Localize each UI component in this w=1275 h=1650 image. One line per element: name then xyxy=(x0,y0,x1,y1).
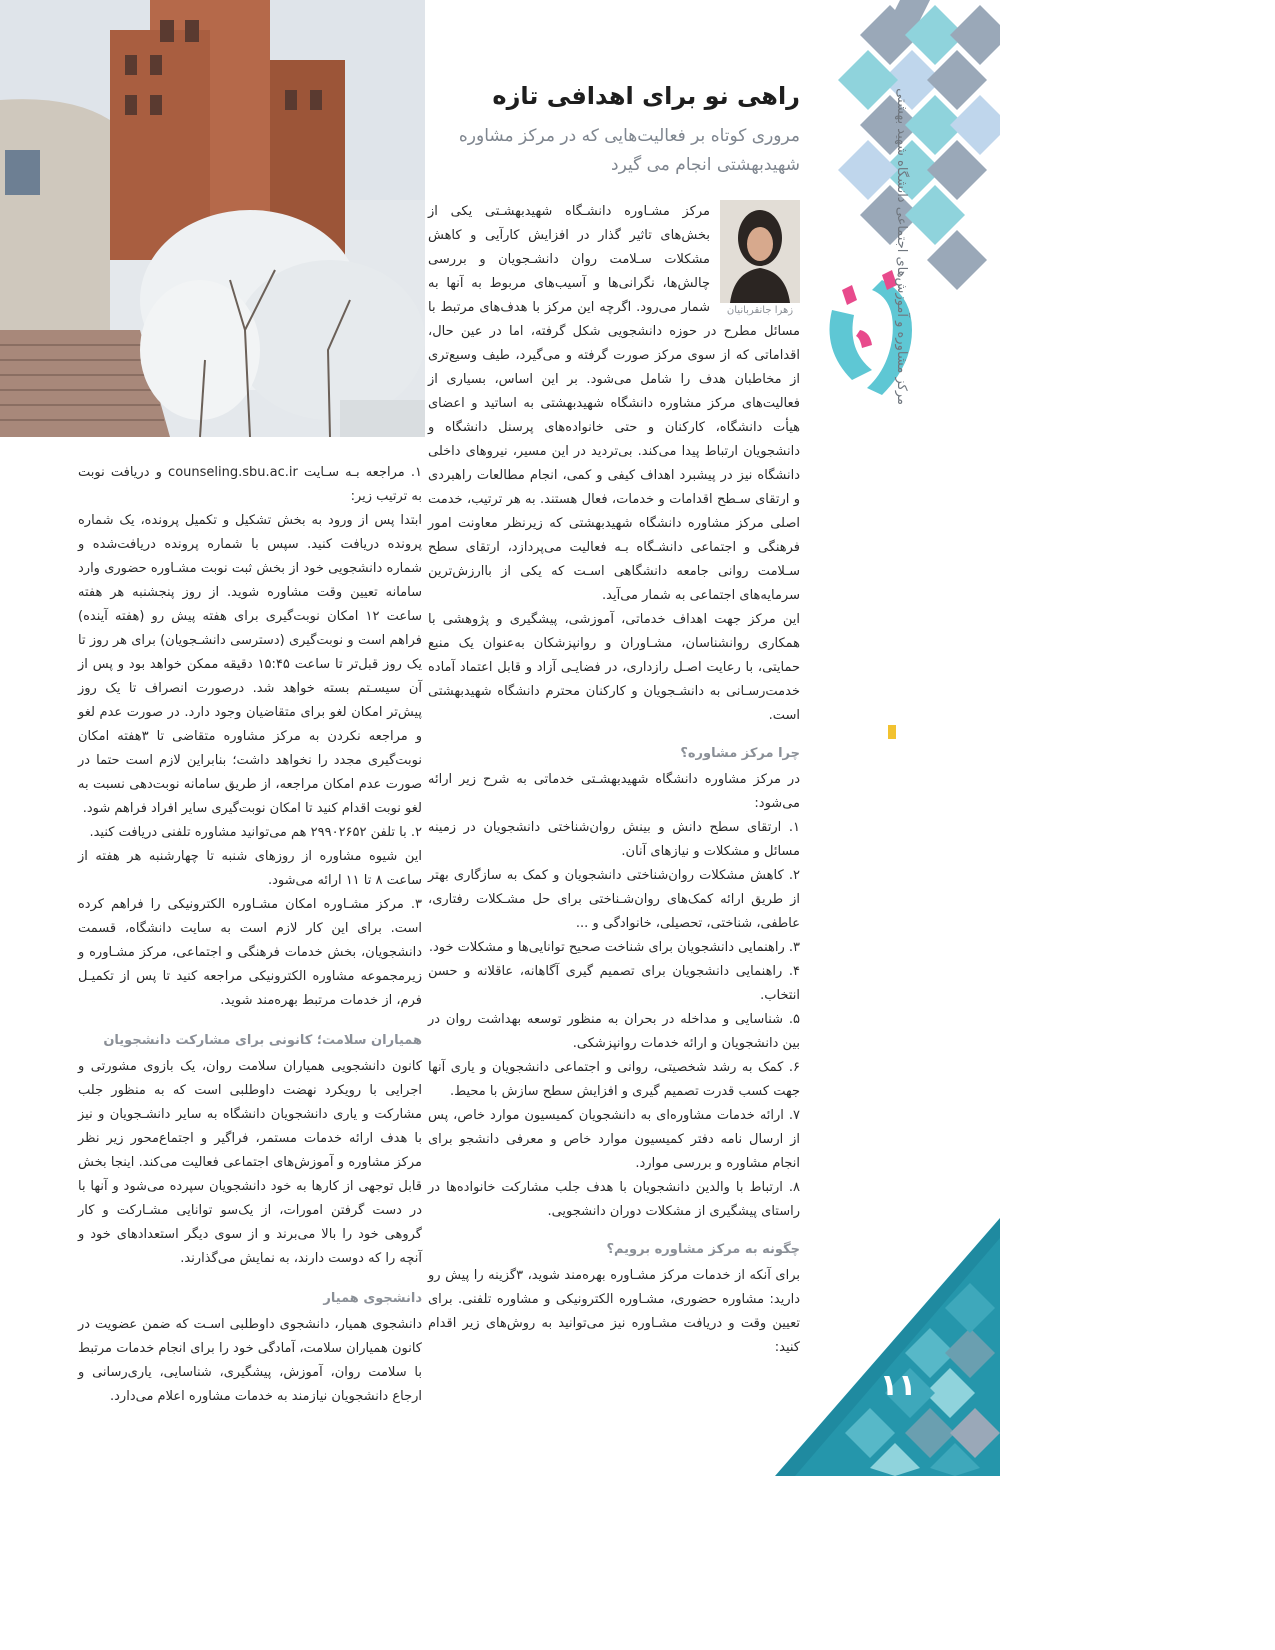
service-item: ۳. راهنمایی دانشجویان برای شناخت صحیح توانایی‌ها و مشکلات خود. xyxy=(428,940,800,955)
page-number: ۱۱ xyxy=(879,1368,917,1403)
service-item: ۲. کاهش مشکلات روان‌شناختی دانشجویان و کمک به سازگاری بهتر از طریق ارائه کمک‌های روان‌شـناختی برای حل مشـکلات رفتاری، عاطفی، شناختی، تحصیلی، خانوادگی و ... xyxy=(428,868,800,931)
service-item: ۱. ارتقای سطح دانش و بینش روان‌شناختی دانشجویان در زمینه مسائل و مشکلات و نیازهای آنان. xyxy=(428,820,800,859)
sidebar-label-svg xyxy=(883,88,909,735)
step3-paragraph: ۳. مرکز مشـاوره امکان مشـاوره الکترونیکی را فراهم کرده است. برای این کار لازم است به سایت دانشگاه، قسمت دانشجویان، بخش خدمات فرهنگی و اجتماعی، مرکز مشـاوره و زیرمجموعه مشاوره الکترونیکی مراجعه کنید تا پس از تکمیـل فرم، از خدمات مرتبط بهره‌مند شوید. xyxy=(78,897,422,1008)
author-portrait-block xyxy=(720,200,800,319)
author-name: زهرا جانقربانیان xyxy=(726,305,794,316)
subtitle-line-2: شهیدبهشتی انجام می گیرد xyxy=(611,155,800,175)
how-paragraph: برای آنکه از خدمات مرکز مشـاوره بهره‌مند شوید، ۳گزینه را پیش رو دارید: مشاوره حضوری، مشـاوره الکترونیکی و مشاوره تلفنی. برای تعیین وقت و دریافت مشـاوره نیز می‌توانید به روش‌های زیر اقدام کنید: xyxy=(428,1268,800,1355)
step2-paragraph: این شیوه مشاوره از روزهای شنبه تا چهارشنبه هر هفته از ساعت ۸ تا ۱۱ ارائه می‌شود. xyxy=(78,849,422,888)
why-heading: چرا مرکز مشاوره؟ xyxy=(680,746,800,761)
right-column xyxy=(428,200,800,1360)
service-item: ۷. ارائه خدمات مشاوره‌ای به دانشجویان کمیسیون موارد خاص، پس از ارسال نامه دفتر کمیسیون موارد خاص و معرفی دانشجو برای انجام مشاوره و بررسی موارد. xyxy=(428,1108,800,1171)
peers-paragraph: کانون دانشجویی همیاران سلامت روان، یک بازوی مشورتی و اجرایی با رویکرد نهضت داوطلبی است که به منظور جلب مشارکت و یاری دانشجویان دانشگاه به سایر دانشـجویان و نیز با هدف ارائه خدمات مستمر، فراگیر و اجتماع‌محور زیر نظر مرکز مشاوره و آموزش‌های اجتماعی فعالیت می‌کند. اینجا بخش قابل توجهی از کارها به خود دانشجویان سپرده می‌شود و آنها با در دست گرفتن امورات، از یک‌سو توانایی مشـارکت و کار گروهی خود را بالا می‌برند و از سوی دیگر استعدادهای خود و آنچه را که دوست دارند، به نمایش می‌گذارند. xyxy=(78,1059,422,1266)
diamond-pattern-top xyxy=(860,0,1000,290)
service-item: ۸. ارتباط با والدین دانشجویان با هدف جلب مشارکت خانواده‌ها در راستای پیشگیری از مشکلات دوران دانشجویی. xyxy=(428,1180,800,1219)
step2-heading: ۲. با تلفن ۲۹۹۰۲۶۵۲ هم می‌توانید مشاوره تلفنی دریافت کنید. xyxy=(89,825,422,840)
service-item: ۴. راهنمایی دانشجویان برای تصمیم گیری آگاهانه، عاقلانه و حسن انتخاب. xyxy=(428,964,800,1003)
left-column xyxy=(78,461,422,1409)
triangle-pattern-bottom xyxy=(775,1218,1005,1476)
building-photo xyxy=(0,0,425,437)
step1-paragraph: ابتدا پس از ورود به بخش تشکیل و تکمیل پرونده، یک شماره پرونده دریافت کنید. سپس با شماره پرونده دریافت‌شده و شماره دانشجویی خود از بخش ثبت نوبت مشـاوره حضوری وارد سامانه تعیین وقت مشاوره شوید. از روز پنجشنبه هر هفته ساعت ۱۲ امکان نوبت‌گیری برای هفته پیش رو (هفته آینده) فراهم است و نوبت‌گیری (دسترسی دانشـجویان) برای هر روز تا یک روز قبل‌تر تا ساعت ۱۵:۴۵ دقیقه ممکن خواهد بود و پس از آن سیسـتم بسته خواهد شد. درصورت انصراف تا یک روز پیش‌تر امکان لغو برای متقاضیان وجود دارد. در صورت عدم لغو و مراجعه نکردن به مرکز مشاوره متقاضی تا ۳هفته امکان نوبت‌گیری مجدد را نخواهد داشت؛ بنابراین لازم است حتما در صورت عدم امکان مراجعه، از طریق سامانه نوبت‌دهی نسبت به لغو نوبت اقدام کنید تا امکان نوبت‌گیری سایر افراد فراهم شود. xyxy=(78,513,422,816)
author-portrait xyxy=(720,200,800,303)
helper-paragraph: دانشجوی همیار، دانشجوی داوطلبی اسـت که ضمن عضویت در کانون همیاران سلامت، آمادگی خود را برای انجام خدمات مرتبط با سلامت روان، آموزش، پیشگیری، شناسایی، یاری‌رسانی و ارجاع دانشجویان نیازمند به خدمات مشاوره اعلام می‌دارد. xyxy=(78,1317,422,1404)
article-title: راهی نو برای اهدافی تازه xyxy=(492,82,800,110)
step1-heading: ۱. مراجعه بـه سـایت counseling.sbu.ac.ir و دریافت نوبت به ترتیب زیر: xyxy=(78,465,422,504)
peers-heading: همیاران سلامت؛ کانونی برای مشارکت دانشجویان xyxy=(103,1033,422,1048)
article-subtitle xyxy=(430,122,800,180)
subtitle-line-1: مروری کوتاه بر فعالیت‌هایی که در مرکز مشاوره xyxy=(458,126,800,146)
helper-heading: دانشجوی همیار xyxy=(323,1291,422,1306)
portrait-illustration xyxy=(720,200,800,303)
service-item: ۵. شناسایی و مداخله در بحران به منظور توسعه بهداشت روان در بین دانشجویان و ارائه خدمات روانپزشکی. xyxy=(428,1012,800,1051)
mission-paragraph: این مرکز جهت اهداف خدماتی، آموزشی، پیشگیری و پژوهشی با همکاری روانشناسان، مشـاوران و روانپزشکان به‌عنوان یک منبع حمایتی، با رعایت اصـل رازداری، در فضایـی آزاد و قابل اعتماد آماده خدمت‌رسـانی به دانشـجویان و کارکنان محترم دانشگاه شهیدبهشتی است. xyxy=(428,612,800,723)
service-item: ۶. کمک به رشد شخصیتی، روانی و اجتماعی دانشجویان و یاری آنها جهت کسب قدرت تصمیم گیری و افزایش سطح سازش با محیط. xyxy=(428,1060,800,1099)
sidebar-text: مرکز مشاوره و آموزش‌های اجتماعی دانشگاه شهید بهشتی xyxy=(894,88,909,405)
how-heading: چگونه به مرکز مشاوره برویم؟ xyxy=(606,1242,800,1257)
yellow-accent-bar xyxy=(888,725,896,739)
sidebar-vertical-label xyxy=(883,88,909,735)
building-illustration xyxy=(0,0,425,437)
magazine-logo-icon xyxy=(812,270,932,400)
why-intro: در مرکز مشاوره دانشگاه شهیدبهشـتی خدماتی به شرح زیر ارائه می‌شود: xyxy=(428,772,800,811)
intro-paragraph: مرکز مشـاوره دانشـگاه شهیدبهشـتی یکی از بخش‌های تاثیر گذار در افزایش کارآیی و کاهش مشکلات سـلامت روان دانشـجویان و بررسی چالش‌ها، نگرانی‌ها و آسیب‌های مربوط به آنها به شمار می‌رود. اگرچه این مرکز با هدف‌های مرتبط با مسائل مطرح در حوزه دانشجویی شکل گرفته، اما در عین حال، اقداماتی که از سوی مرکز صورت گرفته و می‌گیرد، طیف وسیع‌تری از مخاطبان هدف را شامل می‌شود. بر این اساس، بسیاری از فعالیت‌های مرکز مشاوره دانشگاه شهیدبهشتی به اساتید و اعضای هیأت دانشگاه، کارکنان و حتی خانواده‌های پرسنل دانشگاه و دانشجویان ارتباط پیدا می‌کند. بی‌تردید در این مسیر، نیروهای داخلی دانشگاه نیز در پیشبرد اهداف کیفی و کمی، انجام مطالعات راهبردی و ارتقای سـطح اقدامات و خدمات، فعال هستند. به هر ترتیب، خدمت اصلی مرکز مشاوره دانشگاه شهیدبهشتی که زیرنظر معاونت امور فرهنگی و اجتماعی دانشـگاه بـه فعالیت می‌پردازد، ارتقای سطح سـلامت روانی جامعه دانشگاهی اسـت که یکی از باارزش‌ترین سرمایه‌های اجتماعی به شمار می‌آید. xyxy=(428,204,800,603)
